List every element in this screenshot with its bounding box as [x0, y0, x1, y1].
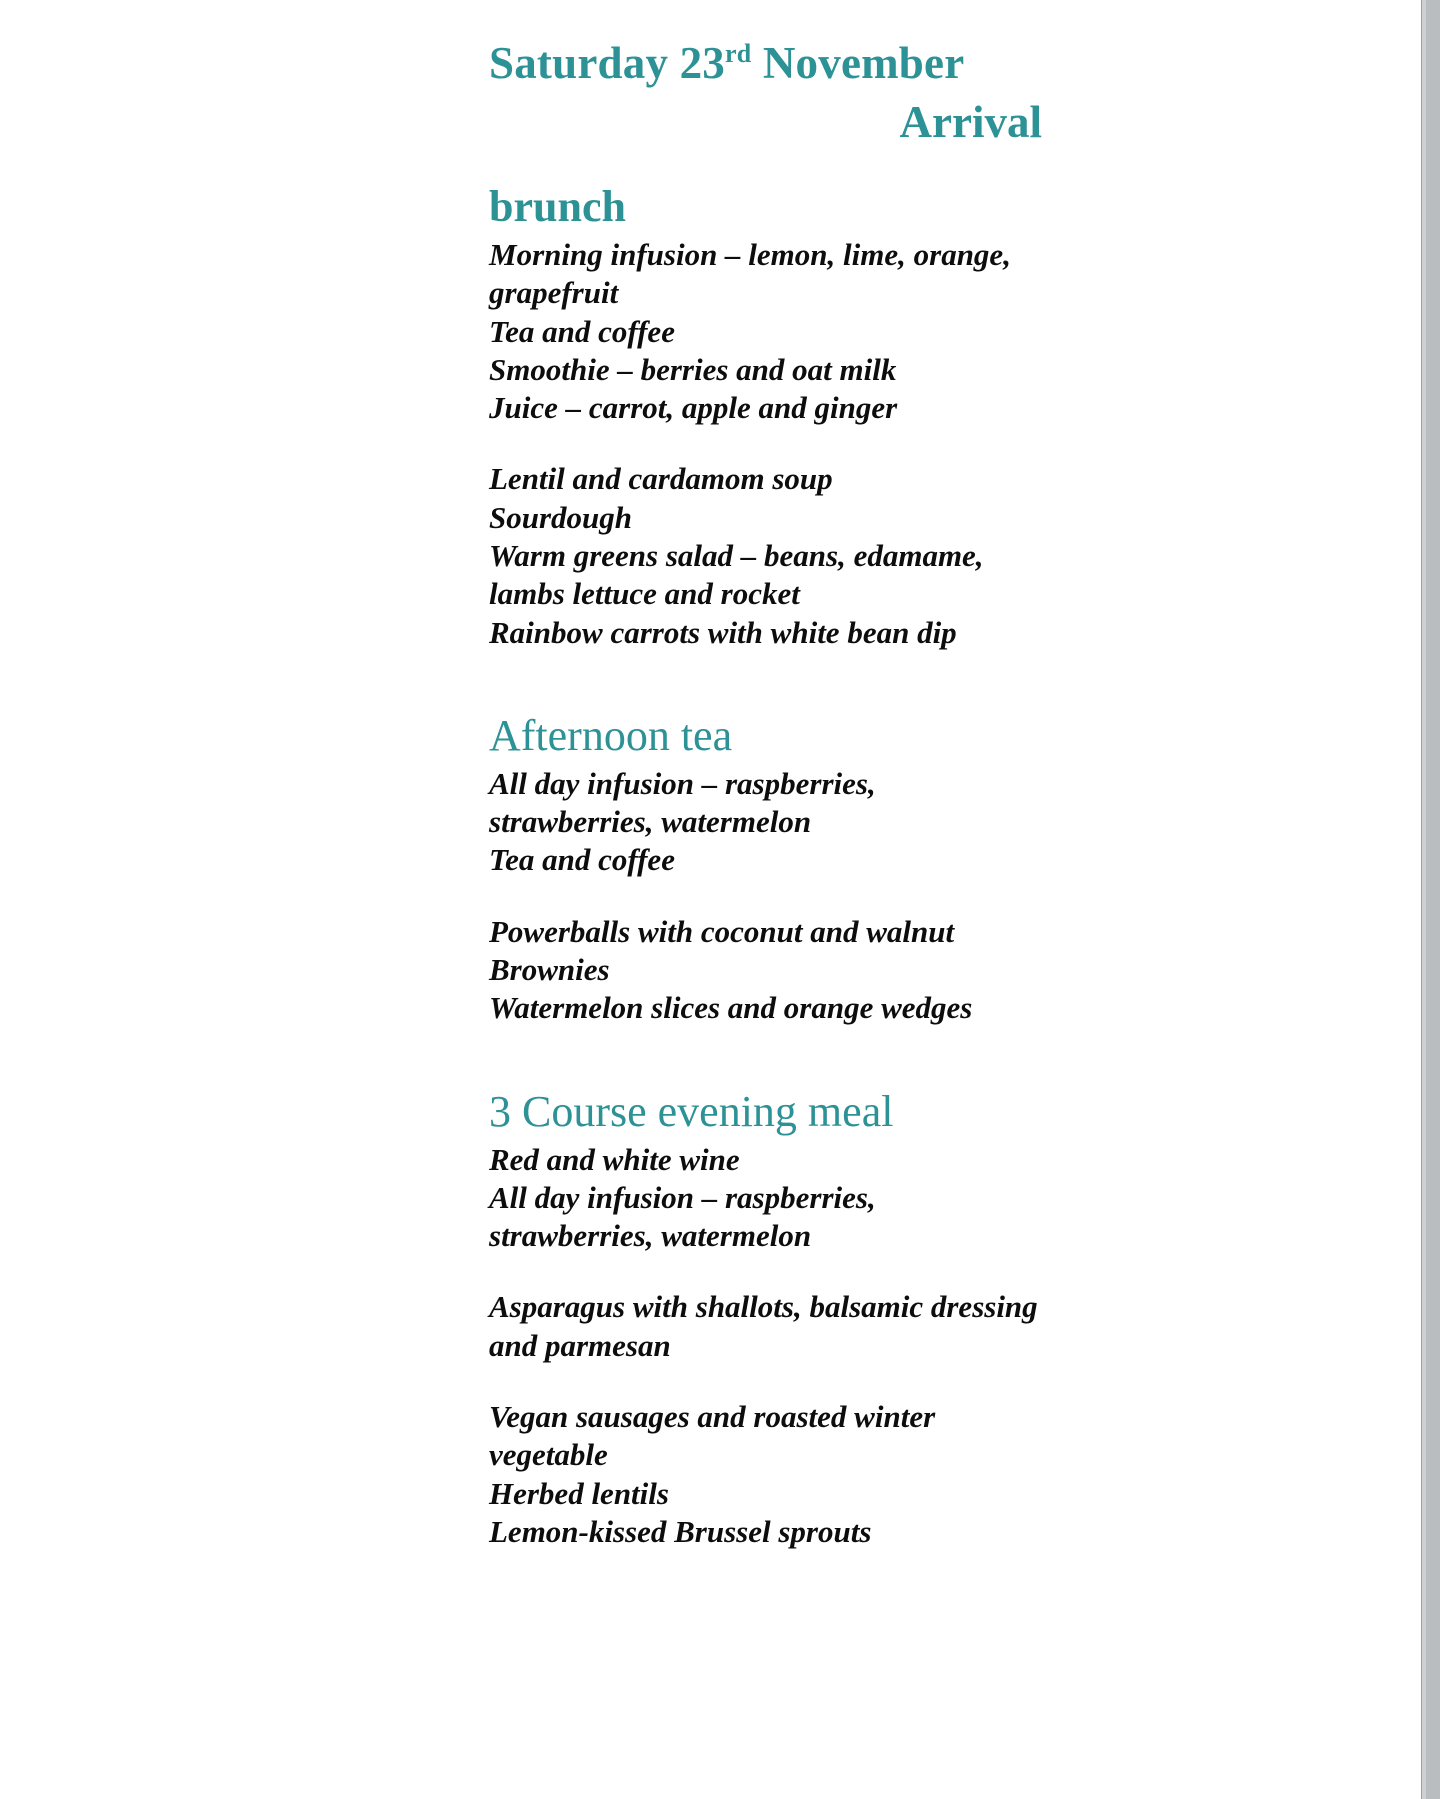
menu-item: Asparagus with shallots, balsamic dressing — [489, 1289, 1038, 1325]
menu-item: Juice – carrot, apple and ginger — [489, 390, 898, 426]
page-title — [489, 0, 1089, 93]
menu-item: Vegan sausages and roasted winter — [489, 1399, 936, 1434]
menu-content — [489, 0, 1089, 1551]
page-subtitle: Arrival — [899, 96, 1042, 147]
menu-group — [489, 460, 1089, 651]
menu-item: Tea and coffee — [489, 842, 675, 878]
menu-item: Powerballs with coconut and walnut — [489, 913, 955, 949]
spacer — [489, 1028, 1089, 1086]
page-title-month: November — [751, 38, 965, 88]
spacer — [489, 151, 1089, 181]
menu-item: All day infusion – raspberries, — [489, 765, 876, 801]
menu-group — [489, 236, 1089, 427]
menu-item: Lemon-kissed Brussel sprouts — [489, 1513, 872, 1549]
menu-item: Brownies — [489, 952, 610, 987]
section-afternoon-tea — [489, 652, 1089, 1028]
menu-item: grapefruit — [489, 275, 619, 311]
menu-item: Tea and coffee — [489, 313, 675, 349]
menu-item: Smoothie – berries and oat milk — [489, 351, 897, 387]
menu-item: Warm greens salad – beans, edamame, — [489, 538, 984, 573]
page-edge-highlight — [1422, 0, 1426, 1799]
menu-item: Watermelon slices and orange wedges — [489, 990, 973, 1026]
menu-item: lambs lettuce and rocket — [489, 576, 800, 612]
page-title-ordinal-suffix: rd — [725, 39, 752, 68]
menu-group — [489, 765, 1089, 880]
menu-item: Sourdough — [489, 499, 633, 535]
menu-item: vegetable — [489, 1437, 608, 1473]
menu-item: strawberries, watermelon — [489, 804, 812, 840]
menu-group — [489, 1288, 1089, 1365]
menu-item: All day infusion – raspberries, — [489, 1179, 876, 1215]
menu-item: Morning infusion – lemon, lime, orange, — [489, 237, 1011, 273]
page-title-date: Saturday 23 — [489, 38, 725, 88]
spacer — [489, 652, 1089, 710]
section-heading-afternoon-tea: Afternoon tea — [489, 710, 733, 760]
section-heading-evening-meal: 3 Course evening meal — [489, 1086, 894, 1136]
menu-item: Herbed lentils — [489, 1475, 669, 1511]
menu-item: strawberries, watermelon — [489, 1218, 812, 1254]
section-heading-brunch: brunch — [489, 182, 626, 231]
section-evening-meal — [489, 1028, 1089, 1552]
page-edge-strip — [1421, 0, 1440, 1799]
menu-group — [489, 1398, 1089, 1551]
menu-item: and parmesan — [489, 1327, 671, 1363]
menu-group — [489, 1141, 1089, 1256]
menu-group — [489, 913, 1089, 1028]
menu-item: Lentil and cardamom soup — [489, 461, 833, 497]
menu-item: Red and white wine — [489, 1141, 740, 1177]
menu-item: Rainbow carrots with white bean dip — [489, 614, 957, 650]
section-brunch — [489, 151, 1089, 652]
